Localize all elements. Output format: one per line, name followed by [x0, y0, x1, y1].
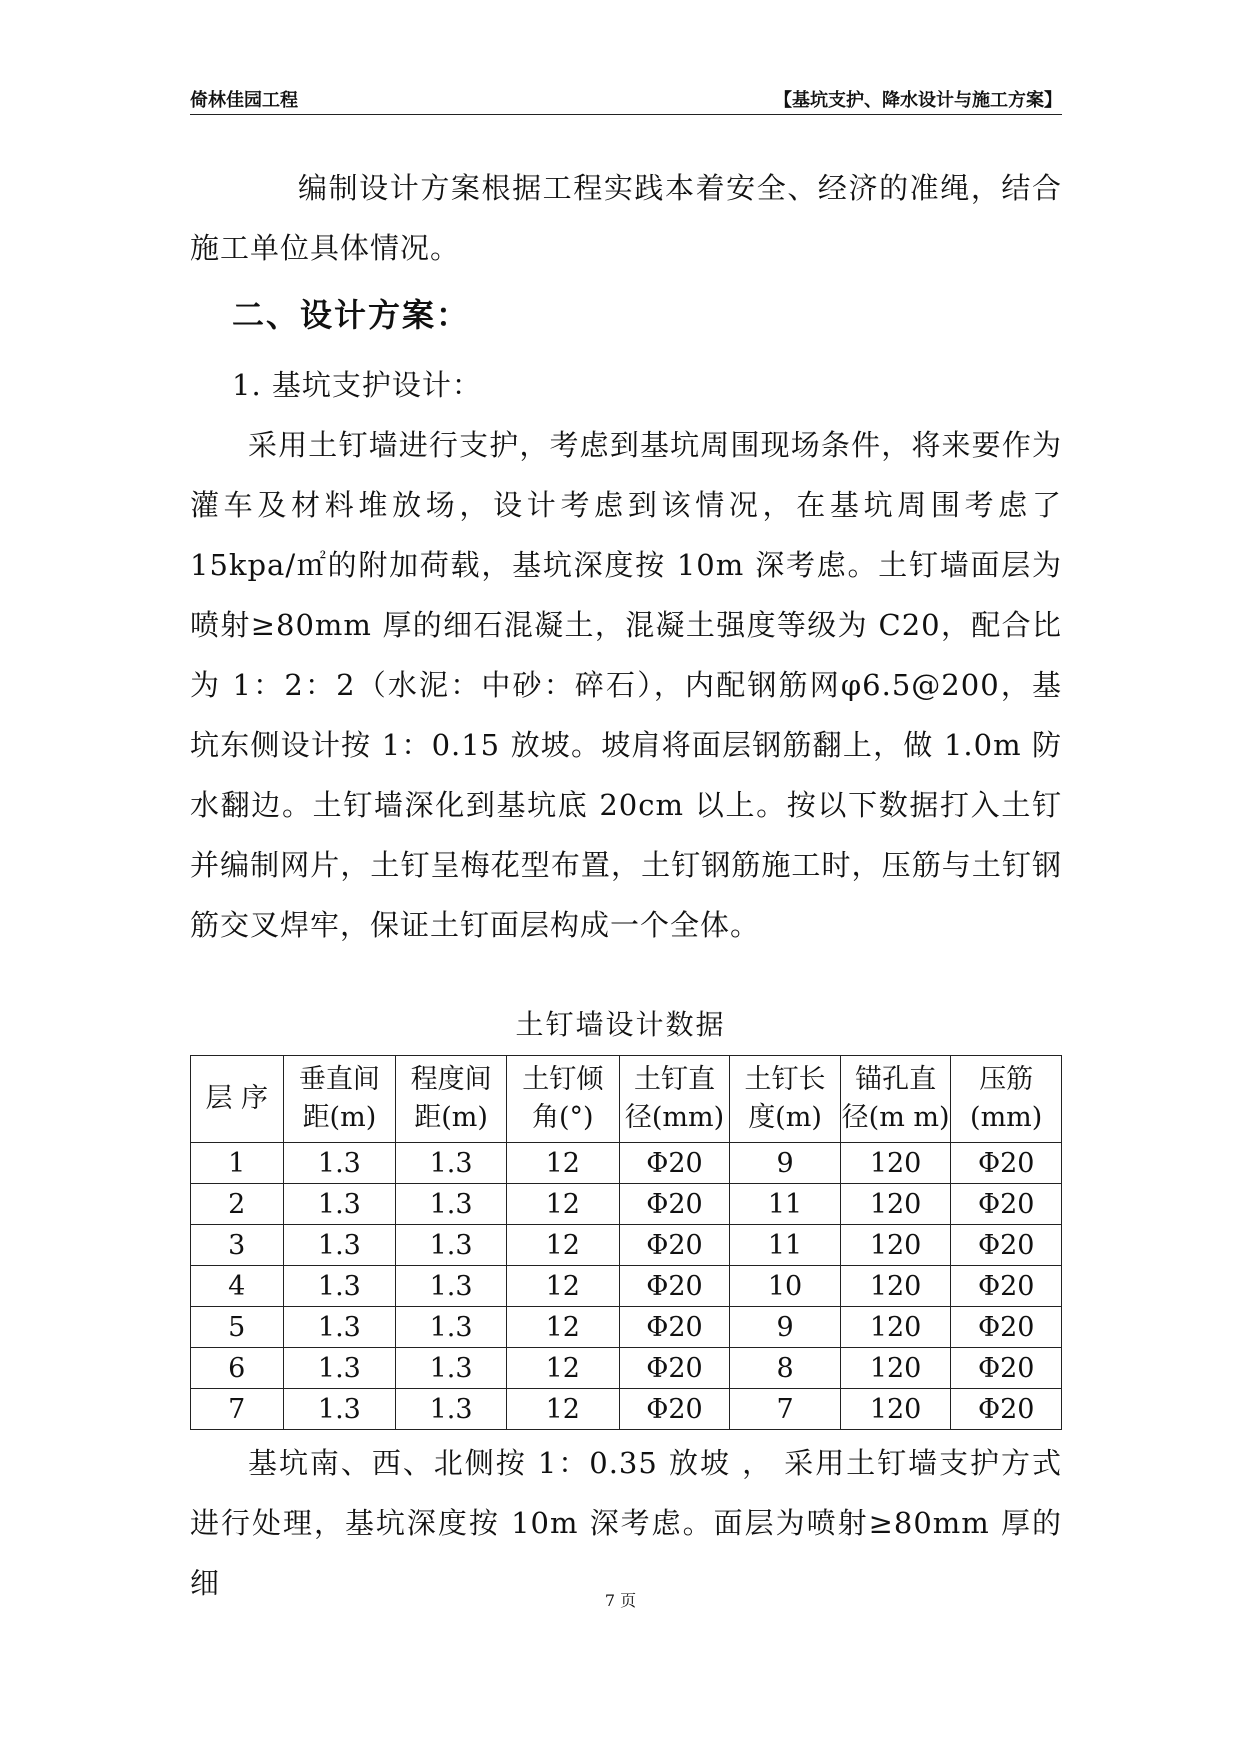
table-header-cell: [951, 1056, 1062, 1143]
table-cell: 1.3: [283, 1143, 396, 1184]
table-header-text: 土钉长: [744, 1064, 826, 1095]
table-cell: Φ20: [619, 1348, 730, 1389]
table-cell: 11: [730, 1184, 841, 1225]
table-caption: 土钉墙设计数据: [515, 1008, 726, 1041]
table-header-text: 程度间: [410, 1064, 492, 1095]
table-cell: 5: [191, 1307, 284, 1348]
table-cell: 1.3: [283, 1348, 396, 1389]
table-header-cell: [730, 1056, 841, 1143]
section-title: 二、设计方案：: [232, 296, 471, 334]
table-cell: 120: [840, 1348, 951, 1389]
table-cell: 1: [191, 1143, 284, 1184]
table-cell: 12: [506, 1225, 619, 1266]
table-row: [191, 1184, 1062, 1225]
table-cell: 12: [506, 1348, 619, 1389]
table-cell: 120: [840, 1143, 951, 1184]
table-cell: 1.3: [396, 1143, 507, 1184]
table-cell: 1.3: [396, 1307, 507, 1348]
table-cell: 9: [730, 1143, 841, 1184]
table-cell: Φ20: [951, 1307, 1062, 1348]
table-cell: 1.3: [396, 1225, 507, 1266]
table-cell: 7: [730, 1389, 841, 1430]
table-header-cell: [396, 1056, 507, 1143]
table-cell: 12: [506, 1266, 619, 1307]
table-cell: 120: [840, 1307, 951, 1348]
table-header-text: 土钉倾: [522, 1064, 604, 1095]
table-header-text: 垂直间: [298, 1064, 380, 1095]
table-cell: 1.3: [283, 1225, 396, 1266]
table-cell: 7: [191, 1389, 284, 1430]
table-header-text: 层 序: [205, 1083, 269, 1114]
table-header-text: 距(m): [414, 1102, 488, 1133]
table-cell: 11: [730, 1225, 841, 1266]
table-cell: 1.3: [283, 1389, 396, 1430]
table-cell: Φ20: [619, 1389, 730, 1430]
table-cell: 1.3: [396, 1184, 507, 1225]
table-cell: Φ20: [619, 1225, 730, 1266]
table-cell: 1.3: [396, 1348, 507, 1389]
table-header-text: 径(mm): [624, 1102, 725, 1133]
table-cell: 1.3: [283, 1266, 396, 1307]
soil-nail-design-table: [190, 1055, 1062, 1430]
table-cell: 120: [840, 1266, 951, 1307]
table-cell: Φ20: [951, 1184, 1062, 1225]
table-cell: 12: [506, 1389, 619, 1430]
table-header-cell: [191, 1056, 284, 1143]
table-cell: 9: [730, 1307, 841, 1348]
table-cell: 120: [840, 1225, 951, 1266]
table-header-cell: [283, 1056, 396, 1143]
table-header-text: 角(°): [531, 1102, 594, 1133]
table-cell: Φ20: [951, 1225, 1062, 1266]
table-header-text: 径(m m): [841, 1102, 950, 1133]
table-header-cell: [619, 1056, 730, 1143]
table-cell: 120: [840, 1389, 951, 1430]
table-cell: 4: [191, 1266, 284, 1307]
table-cell: 12: [506, 1143, 619, 1184]
table-cell: 10: [730, 1266, 841, 1307]
main-paragraph: 采用土钉墙进行支护，考虑到基坑周围现场条件，将来要作为灌车及材料堆放场，设计考虑到该情况，在基坑周围考虑了15kpa/㎡的附加荷载，基坑深度按 10m 深考虑。土钉墙面层为喷射≥80mm 厚的细石混凝土，混凝土强度等级为 C20，配合比为 1：2：2（水泥：中砂：碎石），内配钢筋网φ6.5@200，基坑东侧设计按 1：0.15 放坡。坡肩将面层钢筋翻上，做 1.0m 防水翻边。土钉墙深化到基坑底 20cm 以上。按以下数据打入土钉并编制网片，土钉呈梅花型布置，土钉钢筋施工时，压筋与土钉钢筋交叉焊牢，保证土钉面层构成一个全体。: [190, 428, 1062, 942]
table-cell: Φ20: [619, 1266, 730, 1307]
table-header-row: [191, 1056, 1062, 1143]
table-header-cell: [840, 1056, 951, 1143]
table-body: [191, 1143, 1062, 1430]
table-row: [191, 1307, 1062, 1348]
table-cell: Φ20: [619, 1307, 730, 1348]
table-cell: 12: [506, 1307, 619, 1348]
page-header: [190, 84, 1062, 115]
page-number: 7 页: [604, 1591, 637, 1610]
table-row: [191, 1348, 1062, 1389]
table-cell: Φ20: [951, 1143, 1062, 1184]
table-cell: 3: [191, 1225, 284, 1266]
table-cell: Φ20: [951, 1389, 1062, 1430]
table-cell: Φ20: [951, 1348, 1062, 1389]
table-cell: 1.3: [283, 1307, 396, 1348]
table-header-text: 度(m): [748, 1102, 822, 1133]
header-document-title: 【基坑支护、降水设计与施工方案】: [774, 90, 1062, 111]
table-cell: Φ20: [951, 1266, 1062, 1307]
table-cell: Φ20: [619, 1143, 730, 1184]
subsection-title: 1. 基坑支护设计：: [232, 368, 482, 402]
table-cell: 8: [730, 1348, 841, 1389]
table-row: [191, 1143, 1062, 1184]
table-cell: 6: [191, 1348, 284, 1389]
table-header-text: 土钉直: [633, 1064, 715, 1095]
table-cell: 120: [840, 1184, 951, 1225]
after-table-paragraph: 基坑南、西、北侧按 1：0.35 放坡 ， 采用土钉墙支护方式进行处理，基坑深度按 10m 深考虑。面层为喷射≥80mm 厚的细: [190, 1446, 1062, 1600]
table-cell: 12: [506, 1184, 619, 1225]
table-cell: 1.3: [396, 1389, 507, 1430]
intro-paragraph: 编制设计方案根据工程实践本着安全、经济的准绳，结合施工单位具体情况。: [190, 171, 1062, 265]
table-header-text: 距(m): [302, 1102, 377, 1133]
header-project-name: 倚林佳园工程: [190, 90, 298, 111]
table-header-text: 锚孔直: [855, 1064, 937, 1095]
table-row: [191, 1225, 1062, 1266]
table-cell: 1.3: [283, 1184, 396, 1225]
table-header-cell: [506, 1056, 619, 1143]
table-row: [191, 1266, 1062, 1307]
table-cell: Φ20: [619, 1184, 730, 1225]
table-row: [191, 1389, 1062, 1430]
table-cell: 2: [191, 1184, 284, 1225]
table-header-text: 压筋 (mm): [970, 1064, 1043, 1133]
table-cell: 1.3: [396, 1266, 507, 1307]
